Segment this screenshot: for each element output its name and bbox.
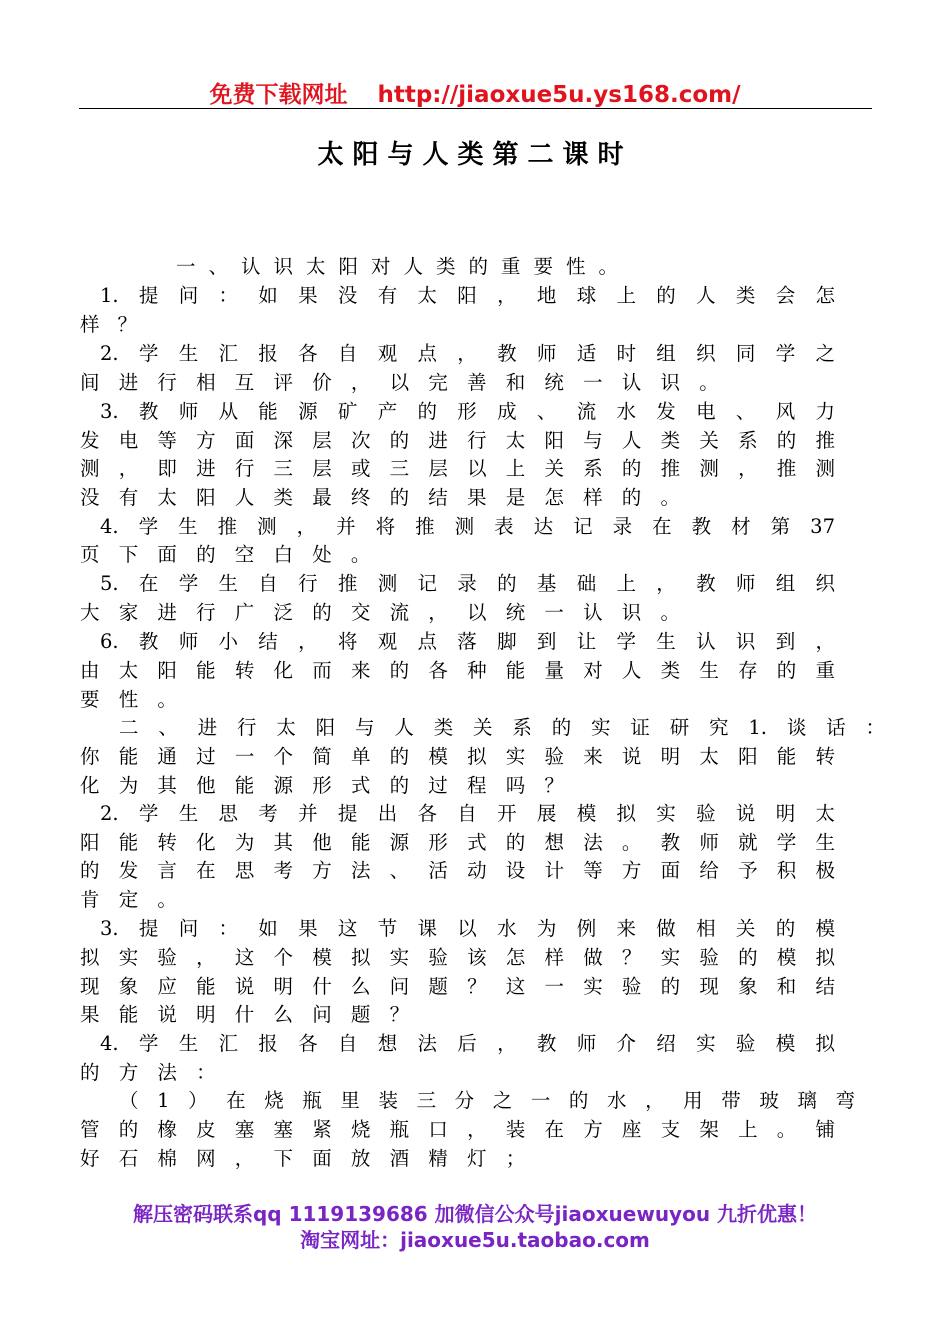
text-line: 页下面的空白处。 bbox=[80, 543, 390, 566]
text-line: 2.学生思考并提出各自开展模拟实验说明太 bbox=[100, 802, 835, 825]
header-divider bbox=[79, 108, 872, 109]
text-line: 阳能转化为其他能源形式的想法。教师就学生 bbox=[80, 831, 835, 854]
text-line: 4.学生汇报各自想法后，教师介绍实验模拟 bbox=[100, 1032, 835, 1055]
text-line: 好石棉网，下面放酒精灯； bbox=[80, 1147, 545, 1170]
header-label: 免费下载网址 bbox=[209, 82, 348, 108]
text-line: 样？ bbox=[80, 313, 156, 336]
text-line: 管的橡皮塞塞紧烧瓶口，装在方座支架上。铺 bbox=[80, 1118, 835, 1141]
footer-taobao-link[interactable]: 淘宝网址：jiaoxue5u.taobao.com bbox=[300, 1228, 650, 1252]
text-line: 的发言在思考方法、活动设计等方面给予积极 bbox=[80, 859, 835, 882]
text-line: 6.教师小结，将观点落脚到让学生认识到， bbox=[100, 630, 835, 653]
text-line: 果能说明什么问题？ bbox=[80, 1003, 429, 1026]
text-line: 4.学生推测，并将推测表达记录在教材第37 bbox=[100, 515, 835, 538]
text-line: 3.提问：如果这节课以水为例来做相关的模 bbox=[100, 917, 835, 940]
text-line: 3.教师从能源矿产的形成、流水发电、风力 bbox=[100, 400, 835, 423]
header-url-link[interactable]: http://jiaoxue5u.ys168.com/ bbox=[377, 82, 741, 108]
text-line: 肯定。 bbox=[80, 888, 197, 911]
footer-contact: 解压密码联系qq 1119139686 加微信公众号jiaoxuewuyou 九折优惠！ bbox=[132, 1202, 818, 1226]
download-header bbox=[0, 76, 950, 109]
text-line: 5.在学生自行推测记录的基础上，教师组织 bbox=[100, 572, 835, 595]
text-line: 的方法： bbox=[80, 1061, 235, 1084]
text-line: 1.提问：如果没有太阳，地球上的人类会怎 bbox=[100, 284, 835, 307]
text-line: 化为其他能源形式的过程吗？ bbox=[80, 774, 584, 797]
text-line: 拟实验，这个模拟实验该怎样做？实验的模拟 bbox=[80, 946, 835, 969]
text-line: 间进行相互评价，以完善和统一认识。 bbox=[80, 371, 738, 394]
text-line: 由太阳能转化而来的各种能量对人类生存的重 bbox=[80, 659, 835, 682]
text-line: 现象应能说明什么问题？这一实验的现象和结 bbox=[80, 975, 835, 998]
text-line: 测，即进行三层或三层以上关系的推测，推测 bbox=[80, 457, 835, 480]
text-line: 你能通过一个简单的模拟实验来说明太阳能转 bbox=[80, 745, 835, 768]
text-line: 没有太阳人类最终的结果是怎样的。 bbox=[80, 486, 700, 509]
text-line: 要性。 bbox=[80, 688, 197, 711]
text-line: 二、进行太阳与人类关系的实证研究1.谈话： bbox=[119, 716, 885, 739]
text-line: 大家进行广泛的交流，以统一认识。 bbox=[80, 601, 700, 624]
text-line: 一、认识太阳对人类的重要性。 bbox=[176, 255, 632, 278]
page-title: 太阳与人类第二课时 bbox=[317, 140, 633, 170]
text-line: （1）在烧瓶里装三分之一的水，用带玻璃弯 bbox=[119, 1089, 855, 1112]
text-line: 2.学生汇报各自观点，教师适时组织同学之 bbox=[100, 342, 835, 365]
text-line: 发电等方面深层次的进行太阳与人类关系的推 bbox=[80, 429, 835, 452]
